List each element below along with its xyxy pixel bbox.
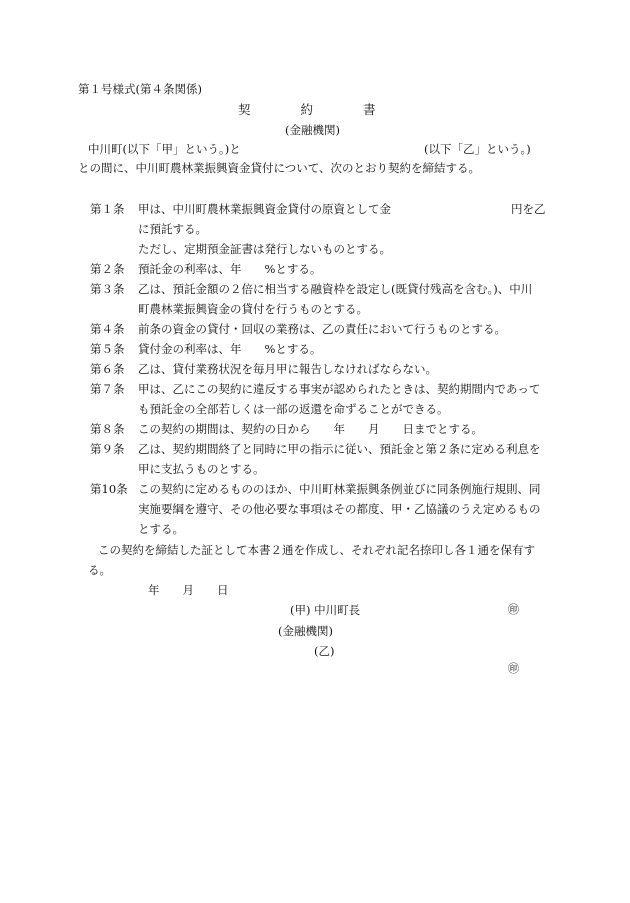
article-1-number: 第１条 bbox=[90, 202, 125, 216]
date-line: 年 月 日 bbox=[148, 583, 229, 597]
article-2-line-1: 預託金の利率は、年 %とする。 bbox=[138, 262, 322, 276]
article-3-line-1: 乙は、預託金額の２倍に相当する融資枠を設定し(既貸付残高を含む。)、中川 bbox=[138, 282, 533, 296]
article-8-line-1: この契約の期間は、契約の日から 年 月 日までとする。 bbox=[138, 422, 483, 436]
otsu-seal-icon: ㊞ bbox=[508, 662, 519, 675]
article-1-line-1: 甲は、中川町農林業振興資金貸付の原資として金 bbox=[138, 202, 391, 216]
bank-heading: (金融機関) bbox=[285, 123, 340, 137]
article-9-line-2: 甲に支払うものとする。 bbox=[138, 462, 265, 476]
article-1-line-3: ただし、定期預金証書は発行しないものとする。 bbox=[138, 242, 391, 256]
article-10-line-1: この契約に定めるもののほか、中川町林業振興条例並びに同条例施行規則、同 bbox=[138, 482, 541, 496]
article-7-number: 第７条 bbox=[90, 382, 125, 396]
intro-line1-left: 中川町(以下「甲」という。)と bbox=[88, 142, 241, 156]
article-6-number: 第６条 bbox=[90, 362, 125, 376]
otsu-signature: (乙) bbox=[314, 644, 335, 658]
article-1-amount-suffix: 円を乙 bbox=[511, 202, 546, 216]
article-6-line-1: 乙は、貸付業務状況を毎月甲に報告しなければならない。 bbox=[138, 362, 437, 376]
article-10-line-2: 実施要綱を遵守、その他必要な事項はその都度、甲・乙協議のうえ定めるもの bbox=[138, 502, 541, 516]
article-7-line-1: 甲は、乙にこの契約に違反する事実が認められたときは、契約期間内であって bbox=[138, 382, 541, 396]
kou-seal-icon: ㊞ bbox=[508, 603, 519, 616]
bank-label: (金融機関) bbox=[278, 624, 333, 638]
article-5-line-1: 貸付金の利率は、年 %とする。 bbox=[138, 342, 322, 356]
document-title: 契 約 書 bbox=[238, 102, 376, 117]
article-8-number: 第８条 bbox=[90, 422, 125, 436]
article-9-number: 第９条 bbox=[90, 442, 125, 456]
article-10-line-3: とする。 bbox=[138, 522, 184, 536]
form-label: 第１号様式(第４条関係) bbox=[78, 82, 202, 96]
article-4-line-1: 前条の資金の貸付・回収の業務は、乙の責任において行うものとする。 bbox=[138, 322, 506, 336]
closing-line-1: この契約を締結した証として本書２通を作成し、それぞれ記名捺印し各１通を保有す bbox=[98, 543, 535, 557]
intro-line1-right: (以下「乙」という。) bbox=[424, 142, 531, 156]
article-7-line-2: も預託金の全部若しくは一部の返還を命ずることができる。 bbox=[138, 402, 449, 416]
article-3-line-2: 町農林業振興資金の貸付を行うものとする。 bbox=[138, 302, 368, 316]
kou-signature: (甲) 中川町長 bbox=[290, 603, 361, 617]
closing-line-2: る。 bbox=[88, 563, 111, 577]
article-3-number: 第３条 bbox=[90, 282, 125, 296]
intro-line2: との間に、中川町農林業振興資金貸付について、次のとおり契約を締結する。 bbox=[78, 161, 481, 175]
article-9-line-1: 乙は、契約期間終了と同時に甲の指示に従い、預託金と第２条に定める利息を bbox=[138, 442, 541, 456]
article-2-number: 第２条 bbox=[90, 262, 125, 276]
article-1-line-2: に預託する。 bbox=[138, 222, 207, 236]
article-10-number: 第10条 bbox=[90, 482, 128, 496]
article-5-number: 第５条 bbox=[90, 342, 125, 356]
article-4-number: 第４条 bbox=[90, 322, 125, 336]
